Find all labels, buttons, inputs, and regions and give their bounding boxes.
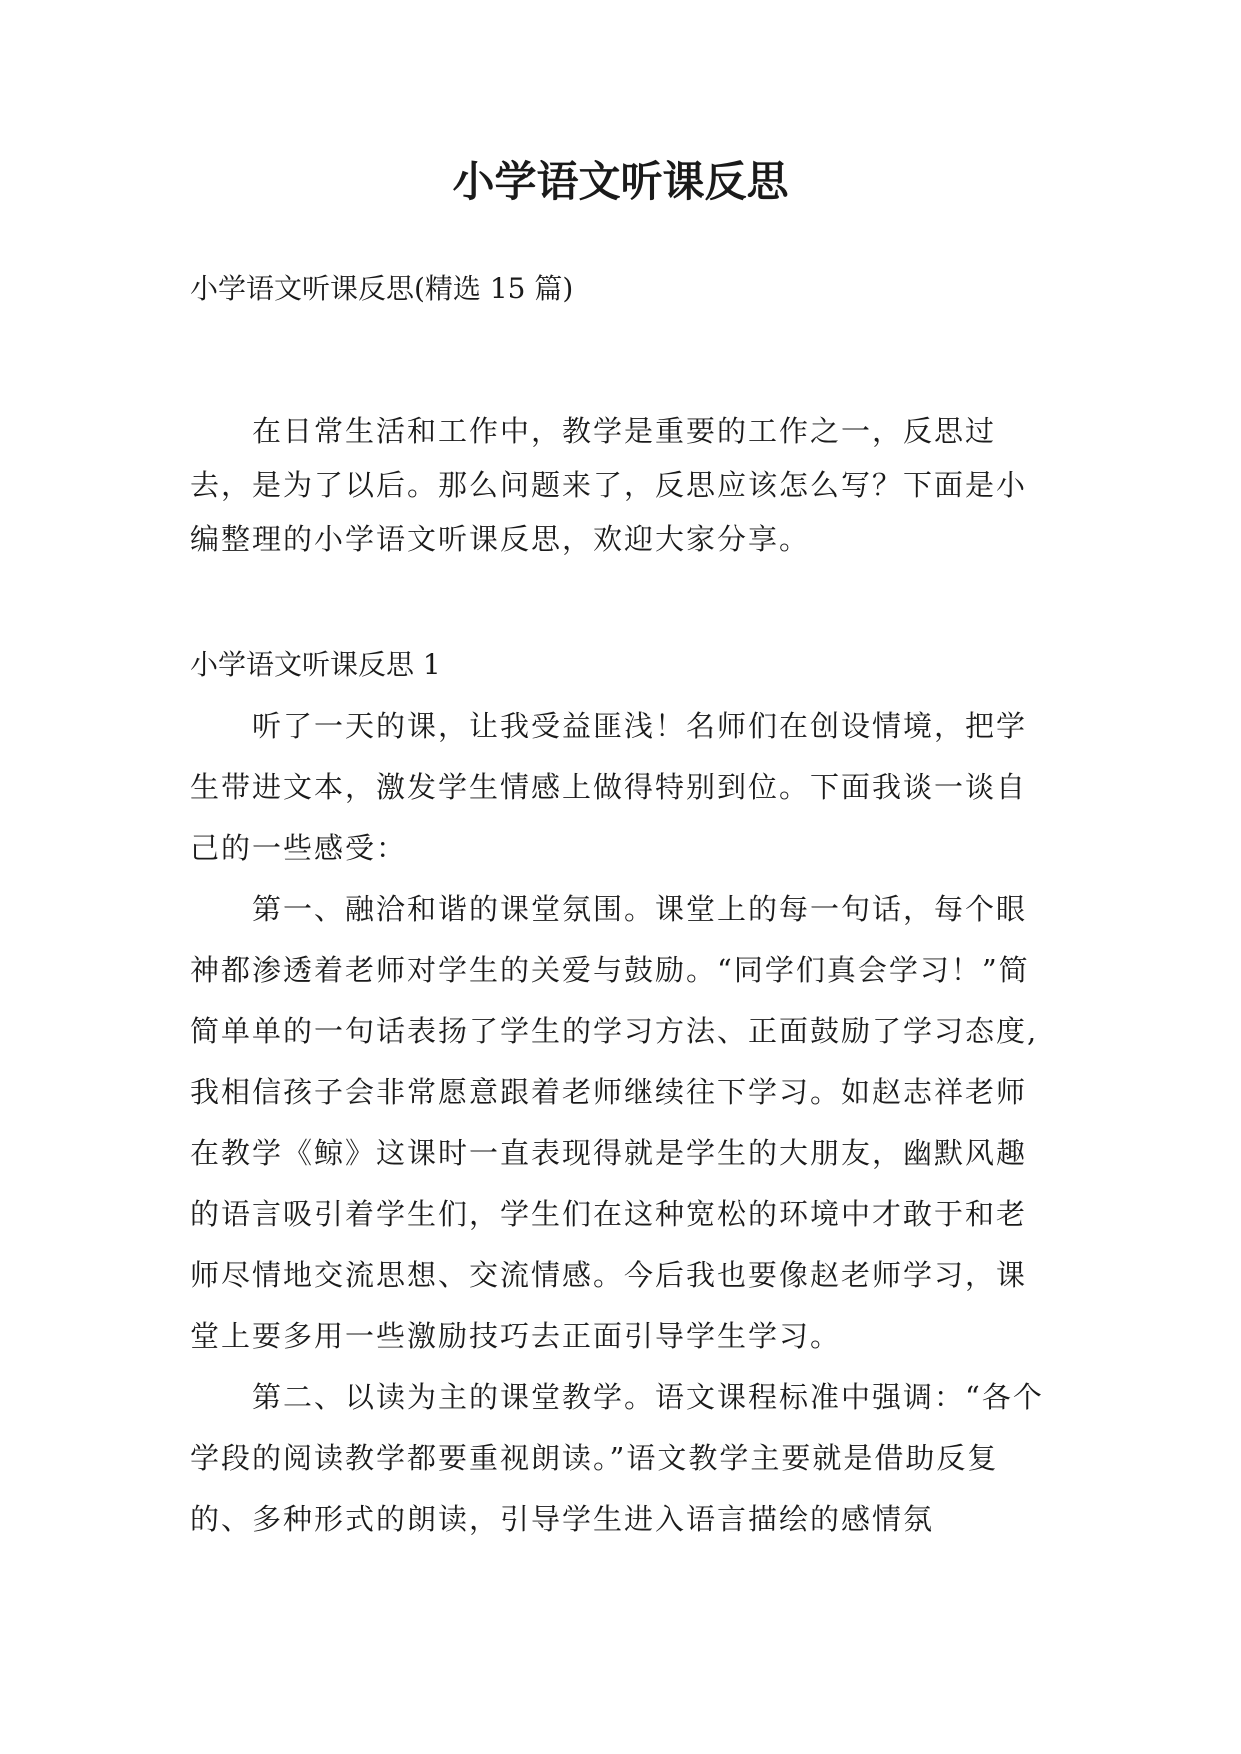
body-paragraph: 听了一天的课，让我受益匪浅！名师们在创设情境，把学生带进文本，激发学生情感上做得特别到位。下面我谈一谈自己的一些感受： — [190, 709, 1028, 865]
intro-paragraph: 在日常生活和工作中，教学是重要的工作之一，反思过去，是为了以后。那么问题来了，反思应该怎么写？下面是小编整理的小学语文听课反思，欢迎大家分享。 — [190, 414, 1028, 556]
document-title: 小学语文听课反思 — [452, 157, 789, 206]
document-subtitle: 小学语文听课反思(精选 15 篇) — [190, 272, 574, 305]
body-paragraph: 第一、融洽和谐的课堂氛围。课堂上的每一句话，每个眼神都渗透着老师对学生的关爱与鼓励。“同学们真会学习！”简简单单的一句话表扬了学生的学习方法、正面鼓励了学习态度,我相信孩子会非常愿意跟着老师继续往下学习。如赵志祥老师在教学《鲸》这课时一直表现得就是学生的大朋友，幽默风趣的语言吸引着学生们，学生们在这种宽松的环境中才敢于和老师尽情地交流思想、交流情感。今后我也要像赵老师学习，课堂上要多用一些激励技巧去正面引导学生学习。 — [190, 892, 1039, 1353]
body-paragraph: 第二、以读为主的课堂教学。语文课程标准中强调：“各个学段的阅读教学都要重视朗读。”语文教学主要就是借助反复的、多种形式的朗读，引导学生进入语言描绘的感情氛 — [190, 1380, 1044, 1536]
section-body — [190, 696, 1050, 1550]
section-heading: 小学语文听课反思 1 — [190, 648, 441, 681]
